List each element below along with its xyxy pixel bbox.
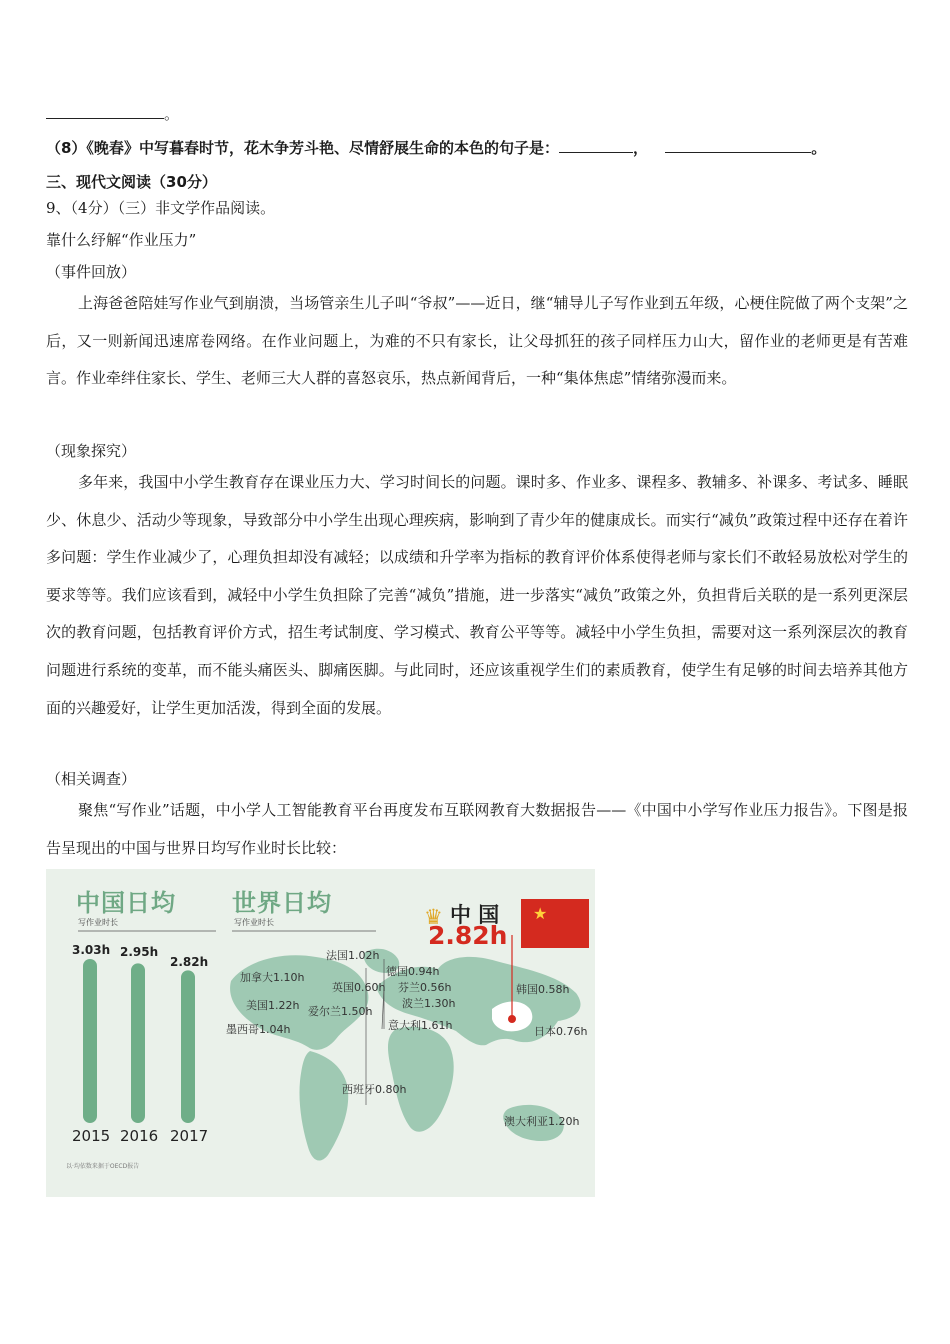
- map-label-mexico: 墨西哥1.04h: [226, 1023, 291, 1036]
- china-value: 2.82h: [428, 921, 508, 950]
- paragraph-phenomenon: 多年来，我国中小学生教育存在课业压力大、学习时间长的问题。课时多、作业多、课程多、教辅多、补课多、考试多、睡眠少、休息少、活动少等现象，导致部分中小学生出现心理疾病，影响到了青少年的健康成长。而实行“减负”政策过程中还存在着许多问题：学生作业减少了，心理负担却没有减轻；以成绩和升学率为指标的教育评价体系使得老师与家长们不敢轻易放松对学生的要求等等。我们应该看到，减轻中小学生负担除了完善“减负”措施，进一步落实“减负”政策之外，负担背后关联的是一系列更深层次的教育问题，包括教育评价方式，招生考试制度、学习模式、教育公平等等。减轻中小学生负担，需要对这一系列深层次的教育问题进行系统的变革，而不能头痛医头、脚痛医脚。与此同时，还应该重视学生们的素质教育，使学生有足够的时间去培养其他方面的兴趣爱好，让学生更加活泼，得到全面的发展。: [46, 473, 908, 717]
- map-label-uk: 英国0.60h: [332, 981, 386, 994]
- section-heading: 三、现代文阅读（30分）: [46, 173, 217, 191]
- comma: ，: [632, 139, 648, 157]
- question-8-text: （8）《晚春》中写暮春时节，花木争芳斗艳、尽情舒展生命的本色的句子是：: [46, 139, 559, 157]
- question-9-header: 9、（4分）（三）非文学作品阅读。: [46, 199, 276, 217]
- world-subtitle: 写作业时长: [234, 918, 274, 927]
- year-label: 2017: [170, 1127, 209, 1145]
- bar-2017: [181, 970, 195, 1123]
- infographic-graphics: [46, 869, 595, 1197]
- map-label-ireland: 爱尔兰1.50h: [308, 1005, 373, 1018]
- bar-value-label: 2.82h: [170, 955, 209, 969]
- map-label-australia: 澳大利亚1.20h: [504, 1115, 580, 1128]
- period: 。: [164, 105, 180, 123]
- china-flag: [521, 899, 589, 948]
- part-heading-phenomenon: （现象探究）: [46, 442, 137, 460]
- answer-blank[interactable]: [46, 104, 164, 119]
- china-marker: [508, 1015, 516, 1023]
- homework-time-infographic: [46, 869, 595, 1197]
- bar-series: [83, 959, 195, 1123]
- article-title: 靠什么纾解“作业压力”: [46, 231, 197, 249]
- china-title: 中国日均: [76, 889, 176, 917]
- map-label-germany: 德国0.94h: [386, 965, 440, 978]
- bar-2016: [131, 963, 145, 1123]
- map-label-france: 法国1.02h: [326, 949, 380, 962]
- china-label: 中 国: [450, 903, 500, 927]
- map-label-spain: 西班牙0.80h: [342, 1083, 407, 1096]
- answer-blank-2[interactable]: [665, 138, 811, 153]
- year-label: 2016: [120, 1127, 159, 1145]
- period: 。: [811, 139, 827, 157]
- map-label-canada: 加拿大1.10h: [240, 971, 305, 984]
- paragraph-event: 上海爸爸陪娃写作业气到崩溃，当场管亲生儿子叫“爷叔”——近日，继“辅导儿子写作业到五年级，心梗住院做了两个支架”之后，又一则新闻迅速席卷网络。在作业问题上，为难的不只有家长，让父母抓狂的孩子同样压力山大，留作业的老师更是有苦难言。作业牵绊住家长、学生、老师三大人群的喜怒哀乐，热点新闻背后，一种“集体焦虑”情绪弥漫而来。: [46, 294, 908, 388]
- paragraph-survey: 聚焦“写作业”话题，中小学人工智能教育平台再度发布互联网教育大数据报告——《中国中小学写作业压力报告》。下图是报告呈现出的中国与世界日均写作业时长比较：: [46, 801, 908, 857]
- map-label-finland: 芬兰0.56h: [398, 981, 452, 994]
- map-label-korea: 韩国0.58h: [516, 983, 570, 996]
- map-label-poland: 波兰1.30h: [402, 997, 456, 1010]
- svg-text:★: ★: [533, 904, 548, 923]
- part-heading-event: （事件回放）: [46, 263, 137, 281]
- answer-blank-1[interactable]: [559, 138, 633, 153]
- bar-2015: [83, 959, 97, 1123]
- china-subtitle: 写作业时长: [78, 918, 118, 927]
- world-title: 世界日均: [232, 889, 332, 917]
- question-8: [46, 138, 906, 158]
- bar-value-label: 3.03h: [72, 943, 111, 957]
- crown-icon: ♛: [424, 905, 443, 929]
- part-heading-survey: （相关调查）: [46, 770, 137, 788]
- map-label-usa: 美国1.22h: [246, 999, 300, 1012]
- year-label: 2015: [72, 1127, 111, 1145]
- source-note: 以·均依数来据于OECD报告: [66, 1163, 140, 1170]
- previous-answer-line: [46, 104, 906, 124]
- map-label-italy: 意大利1.61h: [388, 1019, 453, 1032]
- bar-value-label: 2.95h: [120, 945, 159, 959]
- map-label-japan: 日本0.76h: [534, 1025, 588, 1038]
